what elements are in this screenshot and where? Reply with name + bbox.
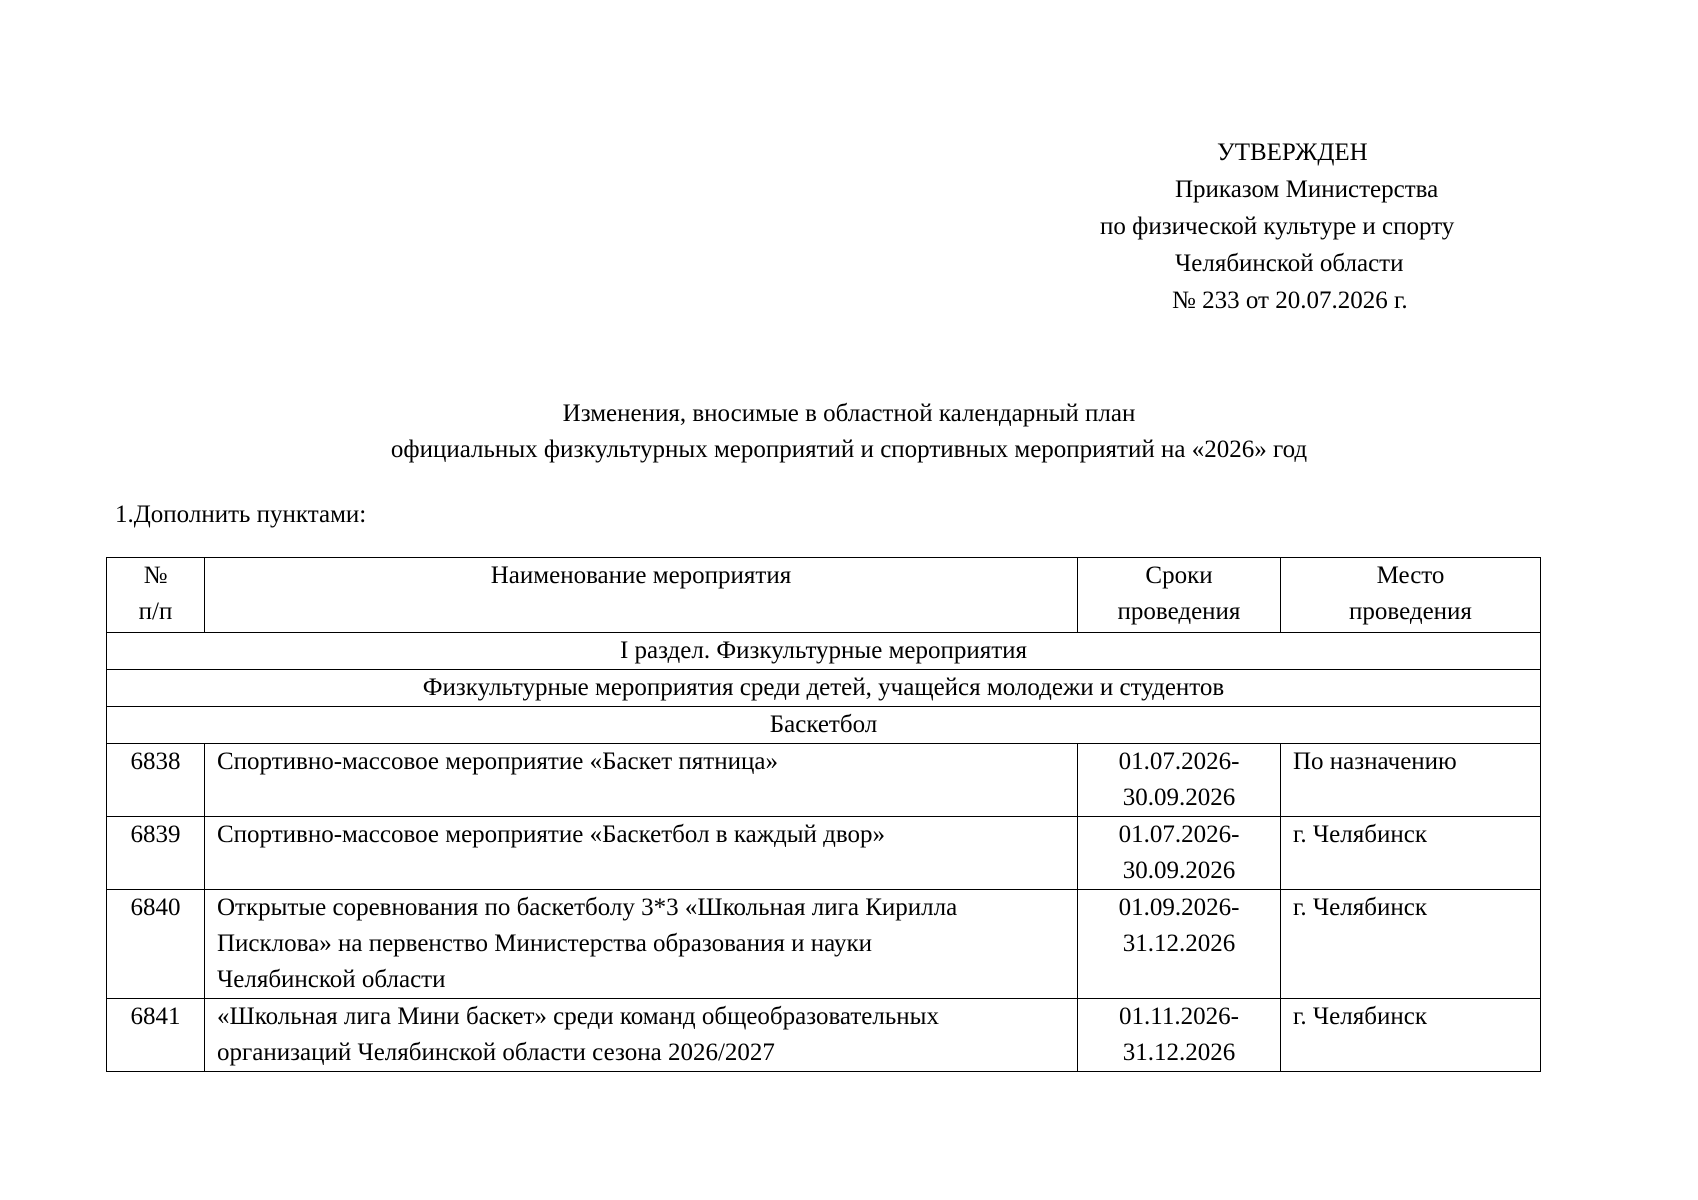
row-dates: 01.07.2026- 30.09.2026 (1078, 817, 1281, 890)
intro-paragraph: 1.Дополнить пунктами: (115, 501, 367, 528)
document-title-line-2: официальных физкультурных мероприятий и спортивных мероприятий на «2026» год (390, 436, 1308, 463)
section-row-1 (107, 633, 1541, 670)
approval-order-line: Приказом Министерства (1175, 176, 1439, 203)
approval-region-line: Челябинской области (1175, 250, 1404, 277)
header-dates: Сроки проведения (1078, 558, 1281, 633)
table-row (107, 890, 1541, 999)
document-title (0, 396, 1698, 468)
row-number: 6841 (107, 999, 205, 1072)
table-row (107, 817, 1541, 890)
row-event-name: Спортивно-массовое мероприятие «Баскетбол в каждый двор» (205, 817, 1078, 890)
header-place: Место проведения (1281, 558, 1541, 633)
approval-number-date: № 233 от 20.07.2026 г. (1172, 287, 1408, 314)
row-place: По назначению (1281, 744, 1541, 817)
approval-block (1100, 134, 1520, 319)
row-event-name: Спортивно-массовое мероприятие «Баскет пятница» (205, 744, 1078, 817)
row-number: 6839 (107, 817, 205, 890)
row-dates: 01.07.2026- 30.09.2026 (1078, 744, 1281, 817)
sport-title: Баскетбол (107, 707, 1541, 744)
approval-ministry-line: по физической культуре и спорту (1100, 213, 1455, 240)
header-event-name: Наименование мероприятия (205, 558, 1078, 633)
table-row (107, 999, 1541, 1072)
section-row-3 (107, 707, 1541, 744)
table-header-row (107, 558, 1541, 633)
row-event-name: «Школьная лига Мини баскет» среди команд общеобразовательных организаций Челябинской области сезона 2026/2027 (205, 999, 1078, 1072)
subsection-title: Физкультурные мероприятия среди детей, учащейся молодежи и студентов (107, 670, 1541, 707)
events-table (106, 557, 1541, 1072)
approval-heading: УТВЕРЖДЕН (1217, 139, 1368, 166)
section-row-2 (107, 670, 1541, 707)
row-dates: 01.09.2026- 31.12.2026 (1078, 890, 1281, 999)
row-number: 6838 (107, 744, 205, 817)
row-place: г. Челябинск (1281, 890, 1541, 999)
row-dates: 01.11.2026- 31.12.2026 (1078, 999, 1281, 1072)
section-title: I раздел. Физкультурные мероприятия (107, 633, 1541, 670)
table-row (107, 744, 1541, 817)
row-number: 6840 (107, 890, 205, 999)
row-place: г. Челябинск (1281, 817, 1541, 890)
header-number: № п/п (107, 558, 205, 633)
document-title-line-1: Изменения, вносимые в областной календарный план (562, 400, 1136, 427)
row-event-name: Открытые соревнования по баскетболу 3*3 «Школьная лига Кирилла Писклова» на первенство Министерства образования и науки Челябинской области (205, 890, 1078, 999)
row-place: г. Челябинск (1281, 999, 1541, 1072)
